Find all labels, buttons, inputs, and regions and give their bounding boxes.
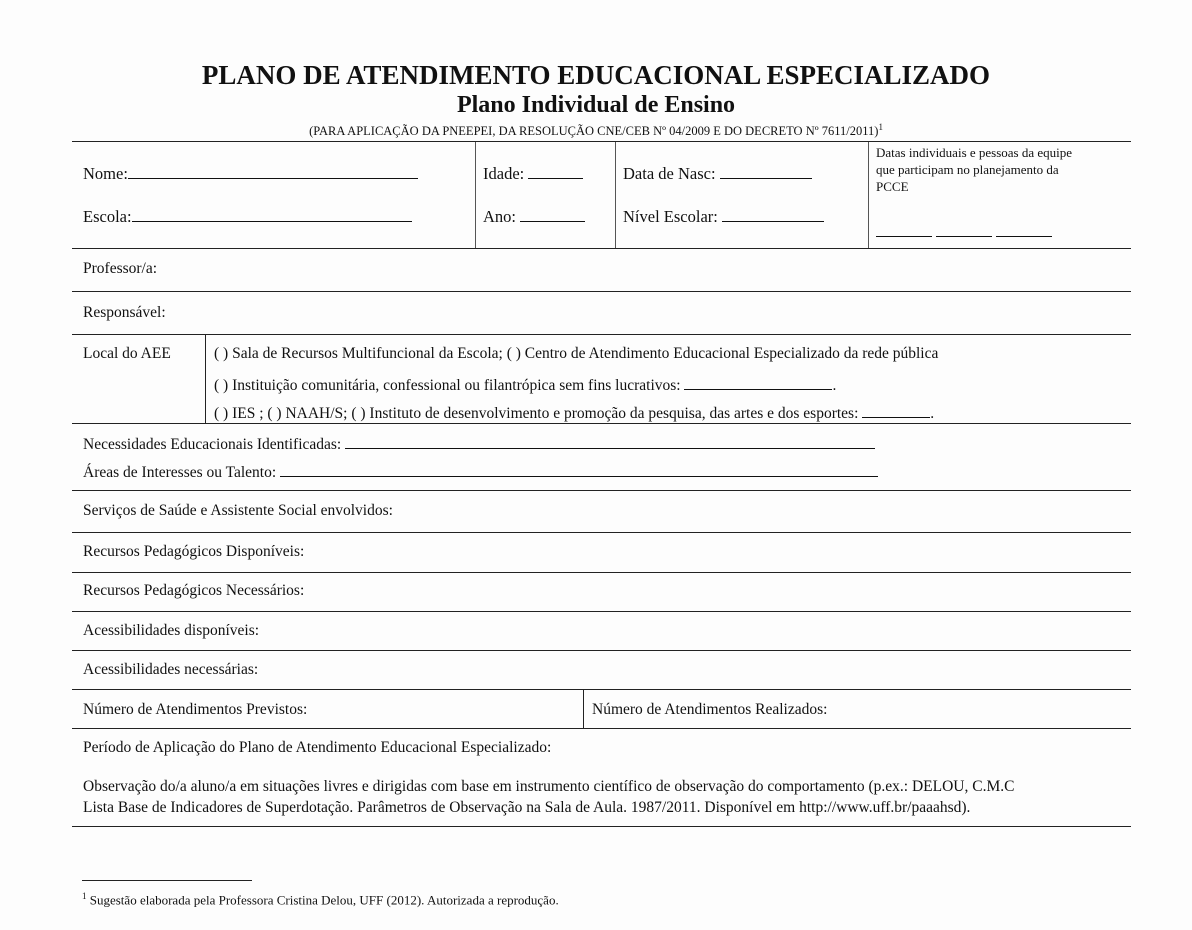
- servicos-field[interactable]: Serviços de Saúde e Assistente Social envolvidos:: [83, 502, 393, 519]
- page-title: PLANO DE ATENDIMENTO EDUCACIONAL ESPECIALIZADO: [201, 60, 991, 90]
- local-option-2[interactable]: ( ) Instituição comunitária, confessional ou filantrópica sem fins lucrativos: .: [214, 377, 837, 394]
- footnote-mark: 1: [82, 891, 87, 901]
- recursos-disponiveis-field[interactable]: Recursos Pedagógicos Disponíveis:: [83, 543, 305, 560]
- escola-label: Escola:: [83, 207, 132, 226]
- divider: [72, 490, 1131, 491]
- local-option-1[interactable]: ( ) Sala de Recursos Multifuncional da Escola; ( ) Centro de Atendimento Educacional Especializado da rede pública: [214, 345, 939, 362]
- divider: [615, 142, 616, 248]
- ano-field[interactable]: [483, 207, 585, 227]
- page-subtitle: Plano Individual de Ensino: [456, 92, 736, 118]
- legal-note-text: (PARA APLICAÇÃO DA PNEEPEI, DA RESOLUÇÃO CNE/CEB Nº 04/2009 E DO DECRETO Nº 7611/2011): [309, 124, 879, 139]
- datas-note-line: Datas individuais e pessoas da equipe: [876, 145, 1073, 160]
- divider: [72, 826, 1131, 827]
- local-option-2-text: ( ) Instituição comunitária, confessional ou filantrópica sem fins lucrativos:: [214, 377, 681, 394]
- divider: [72, 728, 1131, 729]
- footnote-divider: [82, 880, 252, 881]
- datas-blanks[interactable]: [876, 222, 1052, 242]
- atendimentos-previstos-field[interactable]: Número de Atendimentos Previstos:: [83, 701, 308, 718]
- datas-note-line: PCCE: [876, 179, 909, 194]
- necessidades-field[interactable]: [83, 434, 875, 454]
- idade-field[interactable]: [483, 164, 583, 184]
- acessibilidades-necessarias-field[interactable]: Acessibilidades necessárias:: [83, 661, 259, 678]
- legal-note: [0, 122, 1192, 139]
- divider: [72, 650, 1131, 651]
- periodo-field[interactable]: Período de Aplicação do Plano de Atendimento Educacional Especializado:: [83, 739, 552, 756]
- areas-label: Áreas de Interesses ou Talento:: [83, 464, 277, 481]
- data-nasc-label: Data de Nasc:: [623, 164, 716, 183]
- ano-label: Ano:: [483, 207, 516, 226]
- divider: [72, 532, 1131, 533]
- responsavel-field[interactable]: Responsável:: [83, 304, 166, 321]
- atendimentos-realizados-field[interactable]: Número de Atendimentos Realizados:: [592, 701, 828, 718]
- footnote: [82, 891, 559, 908]
- acessibilidades-disponiveis-field[interactable]: Acessibilidades disponíveis:: [83, 622, 260, 639]
- nome-label: Nome:: [83, 164, 128, 183]
- divider: [72, 248, 1131, 249]
- nome-field[interactable]: [83, 164, 418, 184]
- escola-field[interactable]: [83, 207, 412, 227]
- divider: [868, 142, 869, 248]
- data-nasc-field[interactable]: [623, 164, 812, 184]
- local-label: Local do AEE: [83, 345, 171, 362]
- datas-note-line: que participam no planejamento da: [876, 162, 1059, 177]
- areas-field[interactable]: [83, 462, 878, 482]
- nivel-field[interactable]: [623, 207, 824, 227]
- divider: [72, 334, 1131, 335]
- divider: [72, 572, 1131, 573]
- local-option-3-text: ( ) IES ; ( ) NAAH/S; ( ) Instituto de desenvolvimento e promoção da pesquisa, das artes e dos esportes:: [214, 405, 859, 422]
- footnote-text: Sugestão elaborada pela Professora Cristina Delou, UFF (2012). Autorizada a reprodução.: [89, 892, 559, 908]
- observacao-line-1: Observação do/a aluno/a em situações livres e dirigidas com base em instrumento científico de observação do comportamento (p.ex.: DELOU, C.M.C: [83, 778, 1015, 795]
- divider: [72, 141, 1131, 142]
- recursos-necessarios-field[interactable]: Recursos Pedagógicos Necessários:: [83, 582, 305, 599]
- professor-field[interactable]: Professor/a:: [83, 260, 158, 277]
- necessidades-label: Necessidades Educacionais Identificadas:: [83, 436, 342, 453]
- datas-note: [876, 144, 1072, 195]
- divider: [475, 142, 476, 248]
- divider: [583, 690, 584, 728]
- divider: [72, 423, 1131, 424]
- divider: [205, 335, 206, 423]
- divider: [72, 611, 1131, 612]
- observacao-line-2: Lista Base de Indicadores de Superdotação. Parâmetros de Observação na Sala de Aula. 1987/2011. Disponível em http://www.uff.br/paaahsd).: [83, 799, 971, 816]
- local-option-3[interactable]: ( ) IES ; ( ) NAAH/S; ( ) Instituto de desenvolvimento e promoção da pesquisa, das artes e dos esportes: .: [214, 405, 935, 422]
- footnote-mark: 1: [878, 122, 883, 132]
- nivel-label: Nível Escolar:: [623, 207, 718, 226]
- divider: [72, 291, 1131, 292]
- divider: [72, 689, 1131, 690]
- idade-label: Idade:: [483, 164, 525, 183]
